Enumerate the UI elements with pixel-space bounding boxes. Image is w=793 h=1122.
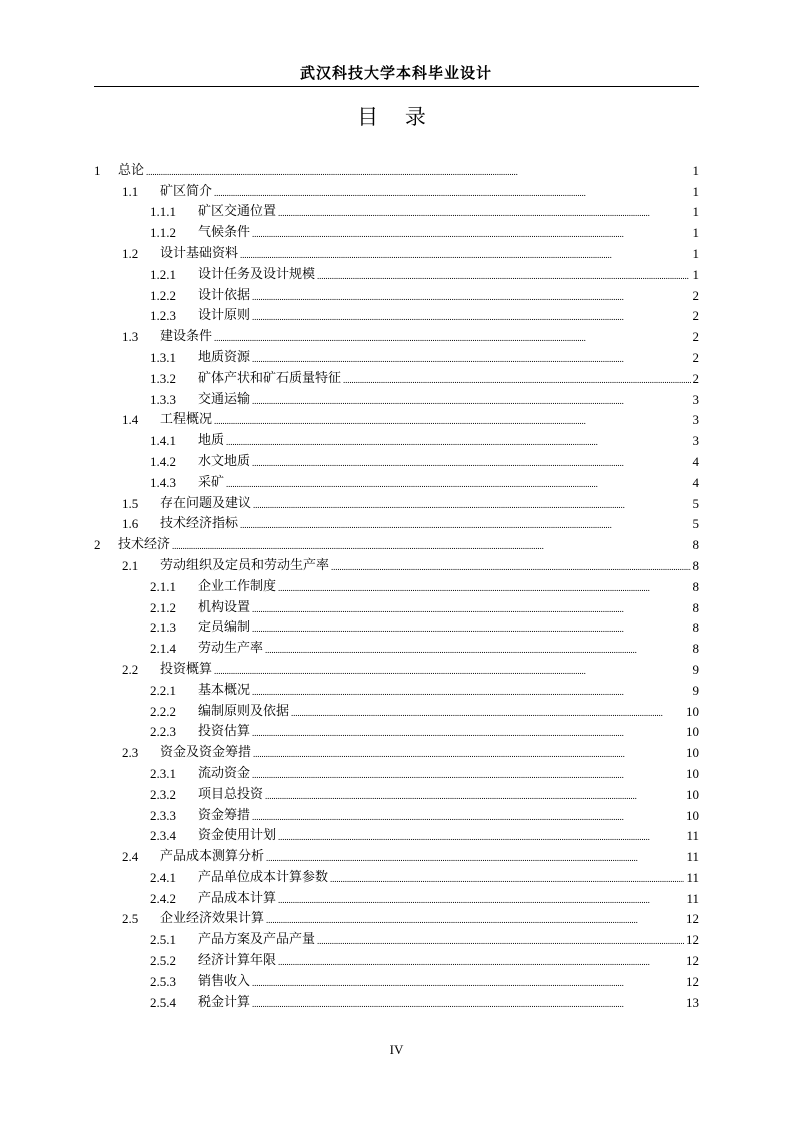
toc-entry-title: 建设条件 <box>160 329 213 345</box>
dot-leader <box>214 329 690 345</box>
toc-entry[interactable] <box>94 512 699 533</box>
toc-entry-page: 5 <box>692 495 699 511</box>
toc-entry-number: 1.6 <box>122 516 139 532</box>
toc-entry-page: 8 <box>692 557 699 573</box>
toc-entry-number: 2.1.3 <box>150 620 176 636</box>
dot-leader <box>214 412 690 428</box>
toc-entry-title: 地质 <box>198 433 225 449</box>
toc-entry-page: 3 <box>692 412 699 428</box>
toc-entry-title: 产品方案及产品产量 <box>198 932 316 948</box>
toc-entry-page: 11 <box>686 890 699 906</box>
dot-leader <box>330 870 684 886</box>
dot-leader <box>317 267 690 283</box>
toc-entry-title: 总论 <box>118 162 145 178</box>
toc-entry[interactable] <box>94 304 699 325</box>
toc-entry[interactable] <box>94 782 699 803</box>
dot-leader <box>317 932 684 948</box>
dot-leader <box>226 433 690 449</box>
toc-entry-title: 资金及资金筹措 <box>160 745 252 761</box>
dot-leader <box>278 828 684 844</box>
toc-entry-title: 投资估算 <box>198 724 251 740</box>
toc-entry-number: 1.2 <box>122 245 139 261</box>
toc-entry-number: 2.4 <box>122 849 139 865</box>
toc-entry-page: 10 <box>686 745 699 761</box>
toc-entry-page: 12 <box>686 911 699 927</box>
toc-entry-page: 8 <box>692 599 699 615</box>
toc-entry-title: 流动资金 <box>198 765 251 781</box>
dot-leader <box>214 662 690 678</box>
toc-entry-page: 10 <box>686 765 699 781</box>
dot-leader <box>252 288 690 304</box>
toc-entry-number: 2.2.1 <box>150 682 176 698</box>
toc-entry-number: 2.5.4 <box>150 994 176 1010</box>
toc-entry-title: 气候条件 <box>198 225 251 241</box>
toc-entry-number: 1.4.3 <box>150 474 176 490</box>
toc-entry[interactable] <box>94 324 699 345</box>
toc-entry[interactable] <box>94 865 699 886</box>
dot-leader <box>252 454 690 470</box>
toc-entry-page: 1 <box>692 266 699 282</box>
toc-entry-page: 2 <box>692 349 699 365</box>
toc-entry[interactable] <box>94 200 699 221</box>
toc-entry-page: 1 <box>692 183 699 199</box>
toc-entry[interactable] <box>94 803 699 824</box>
toc-entry-number: 2.4.2 <box>150 890 176 906</box>
toc-entry-page: 11 <box>686 849 699 865</box>
dot-leader <box>265 787 684 803</box>
toc-entry-page: 9 <box>692 661 699 677</box>
toc-entry-number: 2.1 <box>122 557 139 573</box>
toc-entry-number: 2.3.2 <box>150 786 176 802</box>
toc-entry-title: 资金筹措 <box>198 807 251 823</box>
toc-entry-page: 11 <box>686 869 699 885</box>
running-header: 武汉科技大学本科毕业设计 <box>299 64 492 82</box>
toc-entry[interactable] <box>94 657 699 678</box>
toc-entry-page: 10 <box>686 807 699 823</box>
toc-entry-title: 设计依据 <box>198 287 251 303</box>
dot-leader <box>278 953 684 969</box>
toc-entry[interactable] <box>94 366 699 387</box>
toc-entry[interactable] <box>94 948 699 969</box>
dot-leader <box>278 891 684 907</box>
toc-entry-page: 4 <box>692 474 699 490</box>
toc-entry[interactable] <box>94 262 699 283</box>
toc-entry-number: 1.1.1 <box>150 204 176 220</box>
toc-entry-page: 8 <box>692 537 699 553</box>
dot-leader <box>252 995 684 1011</box>
header-rule <box>94 86 699 87</box>
toc-entry[interactable] <box>94 740 699 761</box>
toc-entry-title: 设计基础资料 <box>160 245 239 261</box>
toc-entry-number: 1.3.3 <box>150 391 176 407</box>
dot-leader <box>252 808 684 824</box>
toc-entry-title: 矿体产状和矿石质量特征 <box>198 370 342 386</box>
dot-leader <box>226 475 690 491</box>
toc-entry-number: 2.2.3 <box>150 724 176 740</box>
toc-entry[interactable] <box>94 491 699 512</box>
dot-leader <box>214 184 690 200</box>
toc-entry-number: 1.1 <box>122 183 139 199</box>
toc-entry-title: 技术经济 <box>118 537 171 553</box>
toc-entry-title: 设计原则 <box>198 308 251 324</box>
dot-leader <box>253 496 690 512</box>
toc-entry[interactable] <box>94 990 699 1011</box>
toc-entry-page: 1 <box>692 225 699 241</box>
dot-leader <box>266 911 684 927</box>
dot-leader <box>240 246 690 262</box>
toc-entry[interactable] <box>94 428 699 449</box>
toc-entry[interactable] <box>94 886 699 907</box>
dot-leader <box>343 371 690 387</box>
toc-entry[interactable] <box>94 699 699 720</box>
toc-entry-title: 投资概算 <box>160 661 213 677</box>
toc-entry-page: 9 <box>692 682 699 698</box>
page-number: IV <box>389 1042 404 1057</box>
dot-leader <box>252 600 690 616</box>
toc-entry-title: 存在问题及建议 <box>160 495 252 511</box>
dot-leader <box>252 620 690 636</box>
toc-entry-page: 2 <box>692 370 699 386</box>
toc-entry-title: 地质资源 <box>198 349 251 365</box>
toc-entry-page: 10 <box>686 786 699 802</box>
toc-entry-number: 1.3.2 <box>150 370 176 386</box>
dot-leader <box>252 392 690 408</box>
toc-entry[interactable] <box>94 969 699 990</box>
toc-entry-title: 编制原则及依据 <box>198 703 290 719</box>
dot-leader <box>252 225 690 241</box>
toc-entry-number: 1 <box>94 162 101 178</box>
toc-entry[interactable] <box>94 387 699 408</box>
toc-entry-number: 1.2.2 <box>150 287 176 303</box>
dot-leader <box>278 204 690 220</box>
toc-entry-number: 1.2.3 <box>150 308 176 324</box>
toc-entry-title: 工程概况 <box>160 412 213 428</box>
dot-leader <box>291 704 684 720</box>
dot-leader <box>266 849 684 865</box>
toc-entry-page: 4 <box>692 453 699 469</box>
toc-entry-number: 2.2.2 <box>150 703 176 719</box>
table-of-contents <box>94 158 699 1011</box>
toc-entry[interactable] <box>94 158 699 179</box>
toc-entry-number: 2.5.1 <box>150 932 176 948</box>
dot-leader <box>278 579 690 595</box>
toc-entry-number: 2.3.3 <box>150 807 176 823</box>
page-title: 目 录 <box>357 105 436 129</box>
toc-entry[interactable] <box>94 179 699 200</box>
toc-entry[interactable] <box>94 345 699 366</box>
toc-entry[interactable] <box>94 927 699 948</box>
toc-entry[interactable] <box>94 283 699 304</box>
toc-entry-number: 2 <box>94 537 101 553</box>
toc-entry-number: 1.4.2 <box>150 453 176 469</box>
toc-entry-page: 10 <box>686 724 699 740</box>
toc-entry-title: 经济计算年限 <box>198 953 277 969</box>
toc-entry[interactable] <box>94 220 699 241</box>
dot-leader <box>331 558 690 574</box>
dot-leader <box>252 766 684 782</box>
toc-entry-page: 3 <box>692 433 699 449</box>
toc-entry-number: 2.2 <box>122 661 139 677</box>
toc-entry[interactable] <box>94 616 699 637</box>
toc-entry-title: 劳动生产率 <box>198 641 264 657</box>
toc-entry-number: 2.1.1 <box>150 578 176 594</box>
toc-entry[interactable] <box>94 678 699 699</box>
toc-entry-title: 采矿 <box>198 474 225 490</box>
toc-entry-page: 2 <box>692 308 699 324</box>
toc-entry-number: 2.1.2 <box>150 599 176 615</box>
toc-entry-page: 2 <box>692 329 699 345</box>
toc-entry-title: 矿区简介 <box>160 183 213 199</box>
toc-entry-number: 1.3.1 <box>150 349 176 365</box>
dot-leader <box>146 163 690 179</box>
toc-entry-page: 12 <box>686 953 699 969</box>
toc-entry-title: 矿区交通位置 <box>198 204 277 220</box>
toc-entry-page: 12 <box>686 973 699 989</box>
toc-entry[interactable] <box>94 532 699 553</box>
toc-entry-page: 1 <box>692 245 699 261</box>
dot-leader <box>240 516 690 532</box>
toc-entry-number: 2.5.3 <box>150 973 176 989</box>
toc-entry-page: 8 <box>692 641 699 657</box>
toc-entry-title: 产品单位成本计算参数 <box>198 869 329 885</box>
toc-entry-title: 劳动组织及定员和劳动生产率 <box>160 557 330 573</box>
dot-leader <box>172 537 690 553</box>
toc-entry-title: 基本概况 <box>198 682 251 698</box>
toc-entry-page: 1 <box>692 162 699 178</box>
dot-leader <box>265 641 690 657</box>
toc-entry-title: 定员编制 <box>198 620 251 636</box>
toc-entry-number: 1.4 <box>122 412 139 428</box>
toc-entry-page: 10 <box>686 703 699 719</box>
toc-entry[interactable] <box>94 408 699 429</box>
toc-entry-page: 3 <box>692 391 699 407</box>
toc-entry[interactable] <box>94 553 699 574</box>
dot-leader <box>252 974 684 990</box>
toc-entry-title: 销售收入 <box>198 973 251 989</box>
toc-entry-page: 12 <box>686 932 699 948</box>
toc-entry-number: 2.3.4 <box>150 828 176 844</box>
dot-leader <box>252 308 690 324</box>
dot-leader <box>252 350 690 366</box>
toc-entry[interactable] <box>94 720 699 741</box>
toc-entry-page: 2 <box>692 287 699 303</box>
toc-entry[interactable] <box>94 907 699 928</box>
toc-entry-number: 2.1.4 <box>150 641 176 657</box>
toc-entry[interactable] <box>94 844 699 865</box>
toc-entry[interactable] <box>94 574 699 595</box>
toc-entry[interactable] <box>94 636 699 657</box>
toc-entry-title: 项目总投资 <box>198 786 264 802</box>
toc-entry-title: 机构设置 <box>198 599 251 615</box>
toc-entry-title: 产品成本计算 <box>198 890 277 906</box>
toc-entry[interactable] <box>94 470 699 491</box>
dot-leader <box>252 683 690 699</box>
toc-entry-number: 1.2.1 <box>150 266 176 282</box>
toc-entry-number: 1.4.1 <box>150 433 176 449</box>
toc-entry-title: 资金使用计划 <box>198 828 277 844</box>
toc-entry-title: 水文地质 <box>198 453 251 469</box>
toc-entry[interactable] <box>94 595 699 616</box>
toc-entry-title: 企业经济效果计算 <box>160 911 265 927</box>
toc-entry-number: 2.3.1 <box>150 765 176 781</box>
toc-entry-number: 2.5 <box>122 911 139 927</box>
toc-entry-title: 产品成本测算分析 <box>160 849 265 865</box>
toc-entry-page: 1 <box>692 204 699 220</box>
toc-entry-number: 2.3 <box>122 745 139 761</box>
toc-entry-page: 8 <box>692 620 699 636</box>
dot-leader <box>253 745 684 761</box>
toc-entry[interactable] <box>94 449 699 470</box>
toc-entry-page: 8 <box>692 578 699 594</box>
dot-leader <box>252 724 684 740</box>
toc-entry-number: 1.5 <box>122 495 139 511</box>
toc-entry-title: 税金计算 <box>198 994 251 1010</box>
toc-entry-title: 企业工作制度 <box>198 578 277 594</box>
toc-entry-page: 13 <box>686 994 699 1010</box>
toc-entry[interactable] <box>94 761 699 782</box>
toc-entry-page: 5 <box>692 516 699 532</box>
toc-entry-number: 1.3 <box>122 329 139 345</box>
toc-entry-number: 1.1.2 <box>150 225 176 241</box>
toc-entry[interactable] <box>94 824 699 845</box>
toc-entry[interactable] <box>94 241 699 262</box>
toc-entry-number: 2.5.2 <box>150 953 176 969</box>
toc-entry-number: 2.4.1 <box>150 869 176 885</box>
toc-entry-page: 11 <box>686 828 699 844</box>
toc-entry-title: 交通运输 <box>198 391 251 407</box>
toc-entry-title: 技术经济指标 <box>160 516 239 532</box>
toc-entry-title: 设计任务及设计规模 <box>198 266 316 282</box>
